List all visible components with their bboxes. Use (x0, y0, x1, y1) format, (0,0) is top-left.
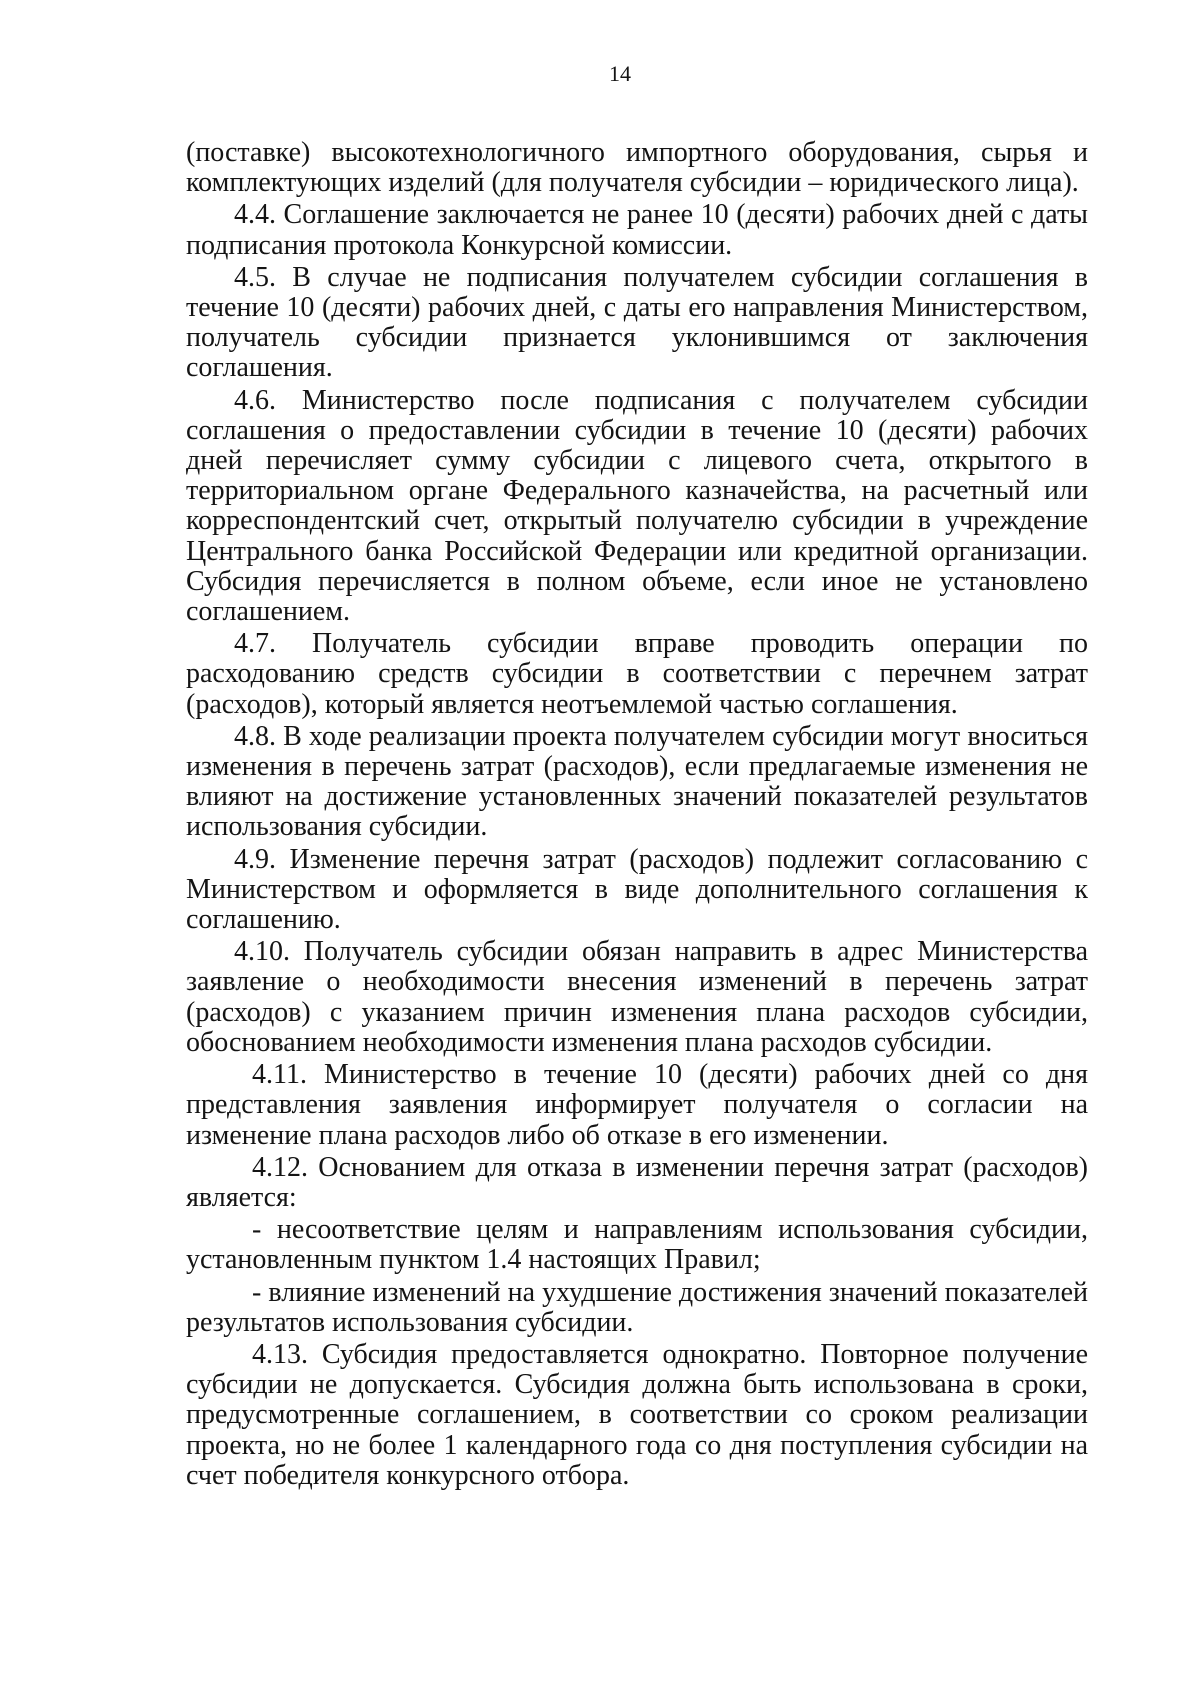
paragraph-4-8: 4.8. В ходе реализации проекта получателем субсидии могут вноситься изменения в перечень затрат (расходов), если предлагаемые изменения не влияют на достижение установленных значений показателей результатов использования субсидии. (186, 720, 1088, 843)
paragraph-4-12: 4.12. Основанием для отказа в изменении перечня затрат (расходов) является: (186, 1151, 1088, 1213)
paragraph-4-4: 4.4. Соглашение заключается не ранее 10 (десяти) рабочих дней с даты подписания протокола Конкурсной комиссии. (186, 199, 1088, 261)
paragraph-4-11: 4.11. Министерство в течение 10 (десяти) рабочих дней со дня представления заявления информирует получателя о согласии на изменение плана расходов либо об отказе в его изменении. (186, 1059, 1088, 1151)
paragraph-4-10: 4.10. Получатель субсидии обязан направить в адрес Министерства заявление о необходимости внесения изменений в перечень затрат (расходов) с указанием причин изменения плана расходов субсидии, обоснованием необходимости изменения плана расходов субсидии. (186, 936, 1088, 1058)
paragraph-4-9: 4.9. Изменение перечня затрат (расходов) подлежит согласованию с Министерством и оформляется в виде дополнительного соглашения к соглашению. (186, 843, 1088, 936)
paragraph-continuation: (поставке) высокотехнологичного импортного оборудования, сырья и комплектующих изделий (для получателя субсидии – юридического лица). (186, 137, 1088, 199)
paragraph-4-13: 4.13. Субсидия предоставляется однократно. Повторное получение субсидии не допускается. Субсидия должна быть использована в сроки, предусмотренные соглашением, в соответствии со сроком реализации проекта, но не более 1 календарного года со дня поступления субсидии на счет победителя конкурсного отбора. (186, 1338, 1088, 1491)
document-body (186, 138, 1088, 1493)
page-number: 14 (609, 61, 631, 86)
list-item-criterion-1: - несоответствие целям и направлениям использования субсидии, установленным пунктом 1.4 настоящих Правил; (186, 1214, 1088, 1276)
paragraph-4-7: 4.7. Получатель субсидии вправе проводить операции по расходованию средств субсидии в соответствии с перечнем затрат (расходов), который является неотъемлемой частью соглашения. (186, 628, 1088, 720)
paragraph-4-6: 4.6. Министерство после подписания с получателем субсидии соглашения о предоставлении субсидии в течение 10 (десяти) рабочих дней перечисляет сумму субсидии с лицевого счета, открытого в территориальном органе Федерального казначейства, на расчетный или корреспондентский счет, открытый получателю субсидии в учреждение Центрального банка Российской Федерации или кредитной организации. Субсидия перечисляется в полном объеме, если иное не установлено соглашением. (186, 384, 1088, 628)
paragraph-4-5: 4.5. В случае не подписания получателем субсидии соглашения в течение 10 (десяти) рабочих дней, с даты его направления Министерством, получатель субсидии признается уклонившимся от заключения соглашения. (186, 261, 1088, 384)
list-item-criterion-2: - влияние изменений на ухудшение достижения значений показателей результатов использования субсидии. (186, 1276, 1088, 1338)
